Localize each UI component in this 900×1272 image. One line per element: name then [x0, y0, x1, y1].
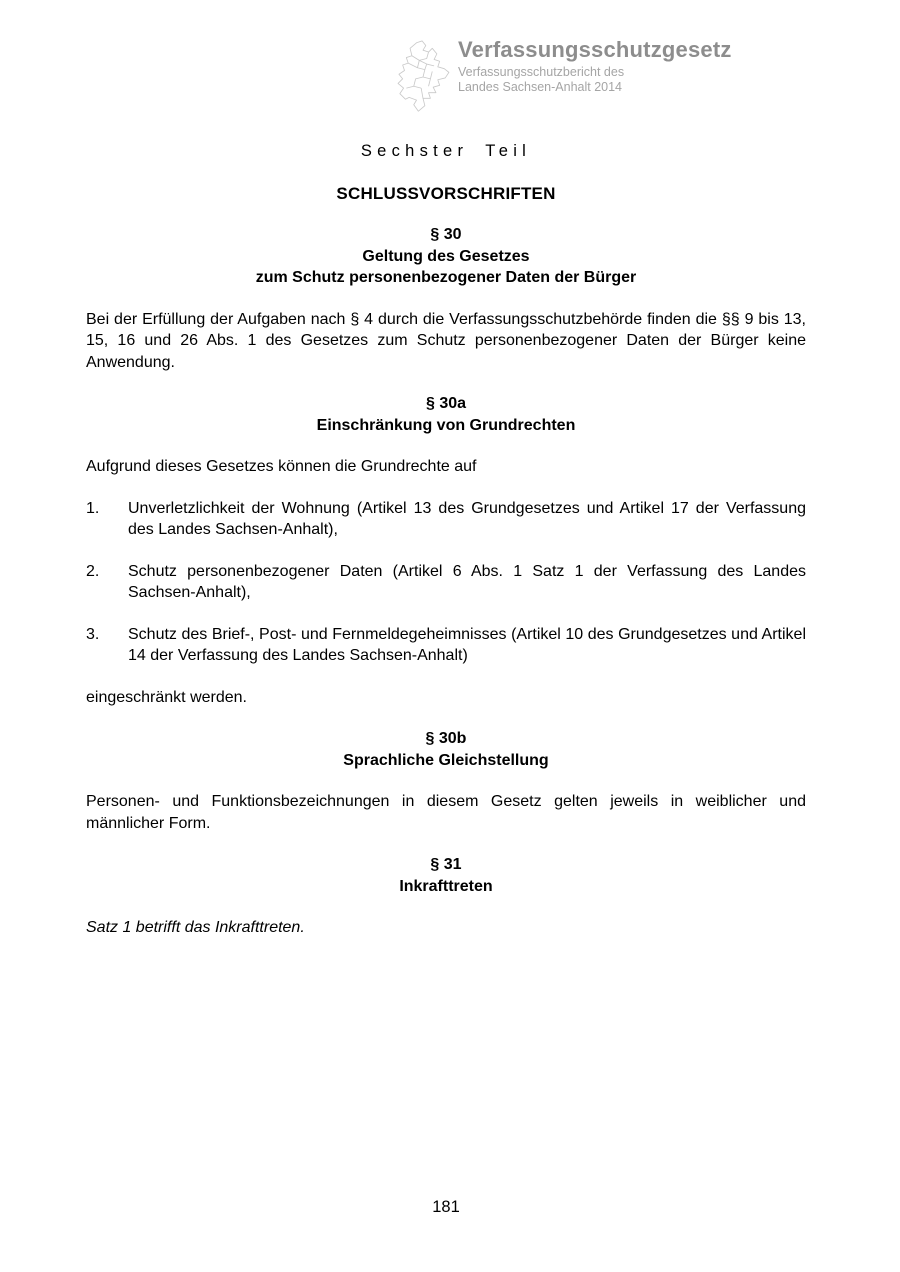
- list-item-marker: 3.: [86, 625, 100, 643]
- section-30b-number: § 30b: [425, 730, 467, 747]
- section-30a-heading: [86, 393, 806, 436]
- section-30b-heading: [86, 728, 806, 771]
- part-heading: Sechster Teil: [360, 142, 532, 160]
- list-item: [86, 561, 806, 604]
- chapter-heading: SCHLUSSVORSCHRIFTEN: [336, 183, 556, 203]
- section-30a-title: Einschränkung von Grundrechten: [316, 416, 576, 434]
- section-30-heading: [86, 224, 806, 289]
- page-number: 181: [432, 1198, 460, 1216]
- section-30-number: § 30: [430, 226, 462, 243]
- list-item: [86, 498, 806, 541]
- document-content: [86, 0, 806, 959]
- section-30a-outro: eingeschränkt werden.: [86, 688, 247, 706]
- section-30-title-line2: zum Schutz personenbezogener Daten der Bürger: [255, 269, 637, 286]
- list-item-marker: 2.: [86, 562, 100, 580]
- section-31-number: § 31: [430, 856, 462, 873]
- section-30a-number: § 30a: [425, 395, 467, 412]
- list-item-text: Schutz personenbezogener Daten (Artikel 6 Abs. 1 Satz 1 der Verfassung des Landes Sachsen-Anhalt),: [128, 562, 806, 601]
- section-31-title: Inkrafttreten: [399, 877, 493, 895]
- section-31-heading: [86, 854, 806, 897]
- list-item-text: Schutz des Brief-, Post- und Fernmeldegeheimnisses (Artikel 10 des Grundgesetzes und Artikel 14 der Verfassung des Landes Sachsen-Anhalt): [128, 625, 806, 664]
- report-subtitle-line2: Landes Sachsen-Anhalt 2014: [458, 80, 623, 94]
- section-31-note: Satz 1 betrifft das Inkrafttreten.: [86, 919, 305, 936]
- section-30-body: Bei der Erfüllung der Aufgaben nach § 4 durch die Verfassungsschutzbehörde finden die §§ 9 bis 13, 15, 16 und 26 Abs. 1 des Gesetzes zum Schutz personenbezogener Daten der Bürger keine Anwendung.: [86, 310, 806, 371]
- report-subtitle-line1: Verfassungsschutzbericht des: [458, 65, 625, 79]
- list-item-marker: 1.: [86, 499, 100, 517]
- section-30-title-line1: Geltung des Gesetzes: [362, 247, 530, 265]
- section-30b-body: Personen- und Funktionsbezeichnungen in diesem Gesetz gelten jeweils in weiblicher und männlicher Form.: [86, 793, 806, 832]
- section-30a-intro: Aufgrund dieses Gesetzes können die Grundrechte auf: [86, 458, 477, 475]
- report-title: Verfassungsschutzgesetz: [458, 37, 732, 62]
- section-30b-title: Sprachliche Gleichstellung: [343, 751, 549, 769]
- list-item-text: Unverletzlichkeit der Wohnung (Artikel 13 des Grundgesetzes und Artikel 17 der Verfassung des Landes Sachsen-Anhalt),: [128, 499, 806, 538]
- list-item: [86, 624, 806, 667]
